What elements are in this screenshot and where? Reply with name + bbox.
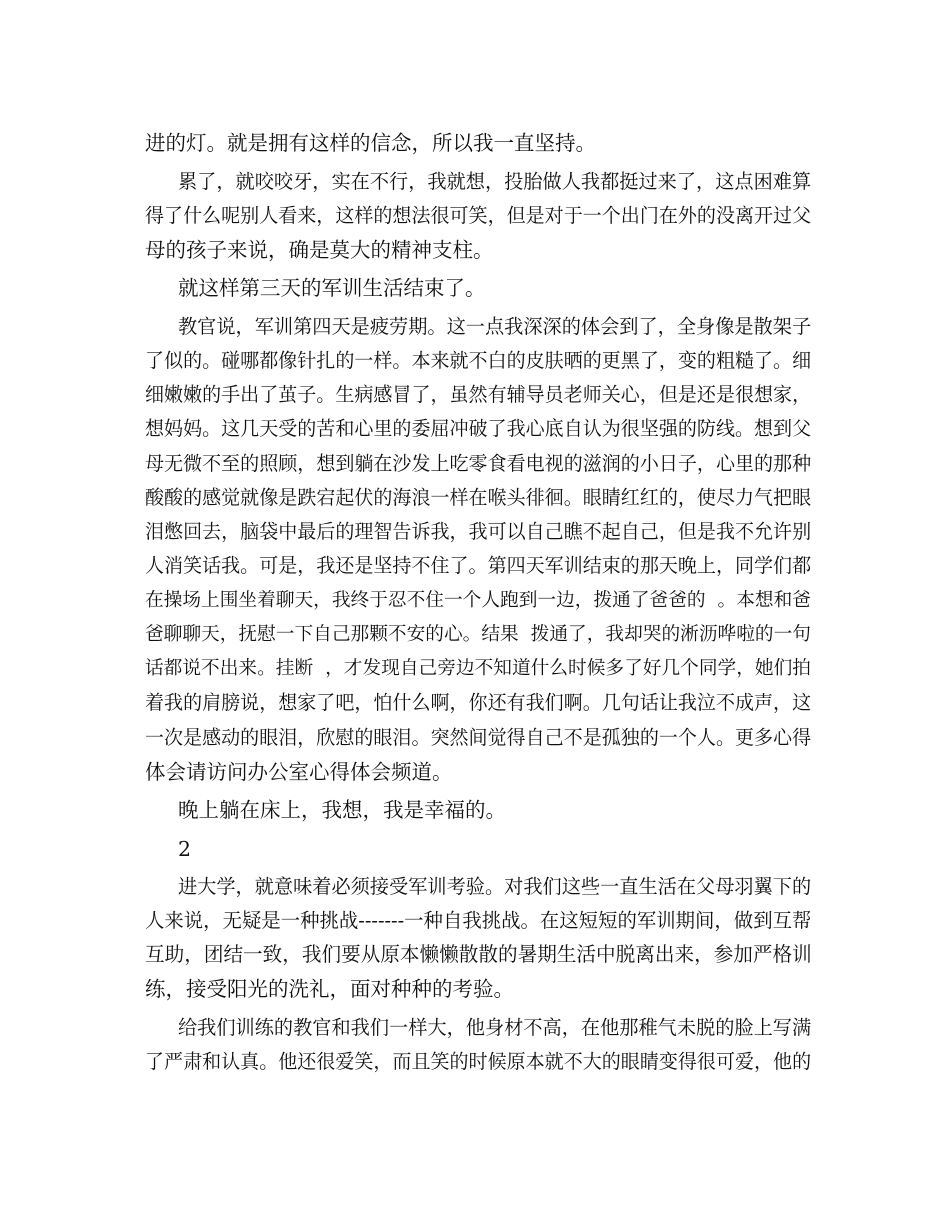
text-line: 进的灯。就是拥有这样的信念，所以我一直坚持。 [145, 131, 596, 155]
text-line: 话都说不出来。挂断 ，才发现自己旁边不知道什么时候多了好几个同学，她们拍 [145, 658, 811, 679]
text-line: 细嫩嫩的手出了茧子。生病感冒了，虽然有辅导员老师关心，但是还是很想家， [145, 384, 812, 406]
text-line: 给我们训练的教官和我们一样大，他身材不高，在他那稚气未脱的脸上写满 [178, 1016, 812, 1039]
text-line: 着我的肩膀说，想家了吧，怕什么啊，你还有我们啊。几句话让我泣不成声，这 [145, 692, 812, 714]
text-line: 一次是感动的眼泪，欣慰的眼泪。突然间觉得自己不是孤独的一个人。更多心得 [145, 727, 812, 749]
text-line: 母的孩子来说，确是莫大的精神支柱。 [145, 238, 494, 262]
text-line: 爸聊聊天，抚慰一下自己那颗不安的心。结果 拨通了，我却哭的淅沥哗啦的一句 [145, 624, 811, 645]
text-line: 酸酸的感觉就像是跌宕起伏的海浪一样在喉头徘徊。眼睛红红的，使尽力气把眼 [145, 487, 812, 509]
text-line: 了严肃和认真。他还很爱笑，而且笑的时候原本就不大的眼睛变得很可爱，他的 [145, 1051, 812, 1073]
text-line: 互助，团结一致，我们要从原本懒懒散散的暑期生活中脱离出来，参加严格训 [145, 943, 812, 966]
text-line: 就这样第三天的军训生活结束了。 [178, 276, 486, 300]
text-line: 了似的。碰哪都像针扎的一样。本来就不白的皮肤晒的更黑了，变的粗糙了。细 [145, 350, 812, 372]
text-line: 母无微不至的照顾，想到躺在沙发上吃零食看电视的滋润的小日子，心里的那种 [145, 453, 812, 475]
section-number: 2 [178, 837, 192, 861]
text-line: 进大学，就意味着必须接受军训考验。对我们这些一直生活在父母羽翼下的 [178, 875, 812, 898]
text-line: 得了什么呢别人看来，这样的想法很可笑，但是对于一个出门在外的没离开过父 [145, 205, 812, 227]
text-line: 教官说，军训第四天是疲劳期。这一点我深深的体会到了，全身像是散架子 [178, 315, 812, 338]
text-line: 晚上躺在床上，我想，我是幸福的。 [178, 798, 506, 822]
text-line: 想妈妈。这几天受的苦和心里的委屈冲破了我心底自认为很坚强的防线。想到父 [145, 418, 812, 440]
text-line: 在操场上围坐着聊天，我终于忍不住一个人跑到一边，拨通了爸爸的 。本想和爸 [145, 590, 811, 611]
text-line: 累了，就咬咬牙，实在不行，我就想，投胎做人我都挺过来了，这点困难算 [178, 170, 812, 193]
text-line: 人消笑话我。可是，我还是坚持不住了。第四天军训结束的那天晚上，同学们都 [145, 555, 812, 577]
text-line: 人来说，无疑是一种挑战-------一种自我挑战。在这短短的军训期间，做到互帮 [145, 909, 812, 932]
text-line: 练，接受阳光的洗礼，面对种种的考验。 [145, 977, 514, 1001]
text-line: 泪憋回去，脑袋中最后的理智告诉我，我可以自己瞧不起自己，但是我不允许别 [145, 521, 812, 543]
text-line: 体会请访问办公室心得体会频道。 [145, 760, 453, 784]
